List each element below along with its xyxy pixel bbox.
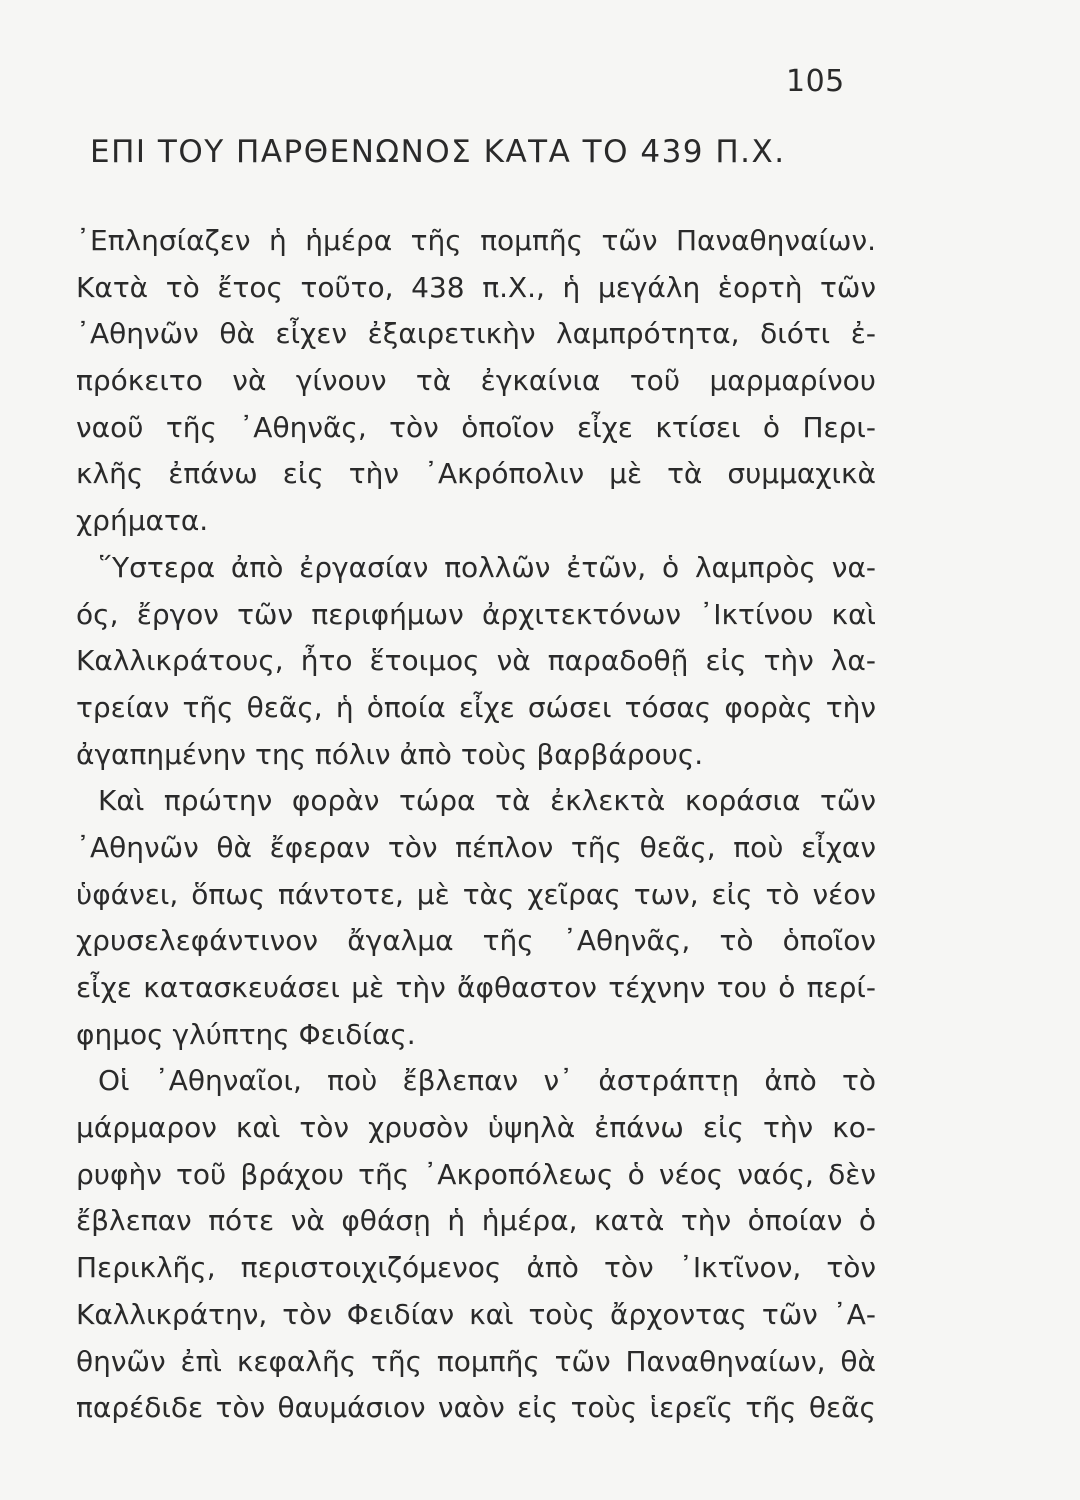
text-line: Καλλικράτην, τὸν Φειδίαν καὶ τοὺς ἄρχοντας τῶν ᾿Α- xyxy=(76,1297,876,1331)
paragraph-1 xyxy=(76,218,876,545)
text-line: Καλλικράτους, ἦτο ἕτοιμος νὰ παραδοθῇ εἰς τὴν λα- xyxy=(76,644,876,678)
text-line: Περικλῆς, περιστοιχιζόμενος ἀπὸ τὸν ᾿Ικτῖνον, τὸν xyxy=(76,1251,876,1285)
text-line: Οἱ ᾿Αθηναῖοι, ποὺ ἔβλεπαν ν᾿ ἀστράπτῃ ἀπὸ τὸ xyxy=(98,1064,876,1098)
text-line: ᾿Επλησίαζεν ἡ ἡμέρα τῆς πομπῆς τῶν Παναθηναίων. xyxy=(76,224,876,257)
text-line: εἶχε κατασκευάσει μὲ τὴν ἄφθαστον τέχνην του ὁ περί- xyxy=(76,971,876,1004)
text-line: φημος γλύπτης Φειδίας. xyxy=(76,1017,416,1051)
paragraph-4 xyxy=(76,1058,876,1432)
text-line: χρήματα. xyxy=(76,504,209,538)
paragraph-2 xyxy=(76,545,876,778)
chapter-title: ΕΠΙ ΤΟΥ ΠΑΡΘΕΝΩΝΟΣ ΚΑΤΑ ΤΟ 439 Π.Χ. xyxy=(90,134,786,170)
text-line: μάρμαρον καὶ τὸν χρυσὸν ὑψηλὰ ἐπάνω εἰς τὴν κο- xyxy=(76,1111,876,1145)
text-line: Κατὰ τὸ ἔτος τοῦτο, 438 π.Χ., ἡ μεγάλη ἑορτὴ τῶν xyxy=(76,270,876,304)
text-line: ἔβλεπαν πότε νὰ φθάσῃ ἡ ἡμέρα, κατὰ τὴν ὁποίαν ὁ xyxy=(76,1204,876,1238)
text-line: ρυφὴν τοῦ βράχου τῆς ᾿Ακροπόλεως ὁ νέος ναός, δὲν xyxy=(76,1157,876,1191)
text-line: ᾿Αθηνῶν θὰ ἔφεραν τὸν πέπλον τῆς θεᾶς, ποὺ εἶχαν xyxy=(76,830,876,864)
text-line: ᾿Αθηνῶν θὰ εἶχεν ἐξαιρετικὴν λαμπρότητα, διότι ἐ- xyxy=(76,317,876,351)
text-line: θηνῶν ἐπὶ κεφαλῆς τῆς πομπῆς τῶν Παναθηναίων, θὰ xyxy=(76,1344,876,1378)
body-text xyxy=(76,218,876,1432)
text-line: τρείαν τῆς θεᾶς, ἡ ὁποία εἶχε σώσει τόσας φορὰς τὴν xyxy=(76,690,876,724)
text-line: χρυσελεφάντινον ἄγαλμα τῆς ᾿Αθηνᾶς, τὸ ὁποῖον xyxy=(76,924,876,958)
text-line: πρόκειτο νὰ γίνουν τὰ ἐγκαίνια τοῦ μαρμαρίνου xyxy=(76,364,876,398)
text-line: ῞Υστερα ἀπὸ ἐργασίαν πολλῶν ἐτῶν, ὁ λαμπρὸς να- xyxy=(98,550,876,584)
paragraph-3 xyxy=(76,778,876,1058)
text-line: ναοῦ τῆς ᾿Αθηνᾶς, τὸν ὁποῖον εἶχε κτίσει ὁ Περι- xyxy=(76,410,876,444)
text-line: παρέδιδε τὸν θαυμάσιον ναὸν εἰς τοὺς ἱερεῖς τῆς θεᾶς xyxy=(76,1391,876,1425)
page-number: 105 xyxy=(786,64,845,99)
text-line: ὑφάνει, ὅπως πάντοτε, μὲ τὰς χεῖρας των, εἰς τὸ νέον xyxy=(76,877,876,911)
text-line: ός, ἔργον τῶν περιφήμων ἀρχιτεκτόνων ᾿Ικτίνου καὶ xyxy=(76,597,876,631)
text-line: ἀγαπημένην της πόλιν ἀπὸ τοὺς βαρβάρους. xyxy=(76,737,704,771)
text-line: κλῆς ἐπάνω εἰς τὴν ᾿Ακρόπολιν μὲ τὰ συμμαχικὰ xyxy=(76,457,876,491)
text-line: Καὶ πρώτην φορὰν τώρα τὰ ἐκλεκτὰ κοράσια τῶν xyxy=(98,784,876,818)
